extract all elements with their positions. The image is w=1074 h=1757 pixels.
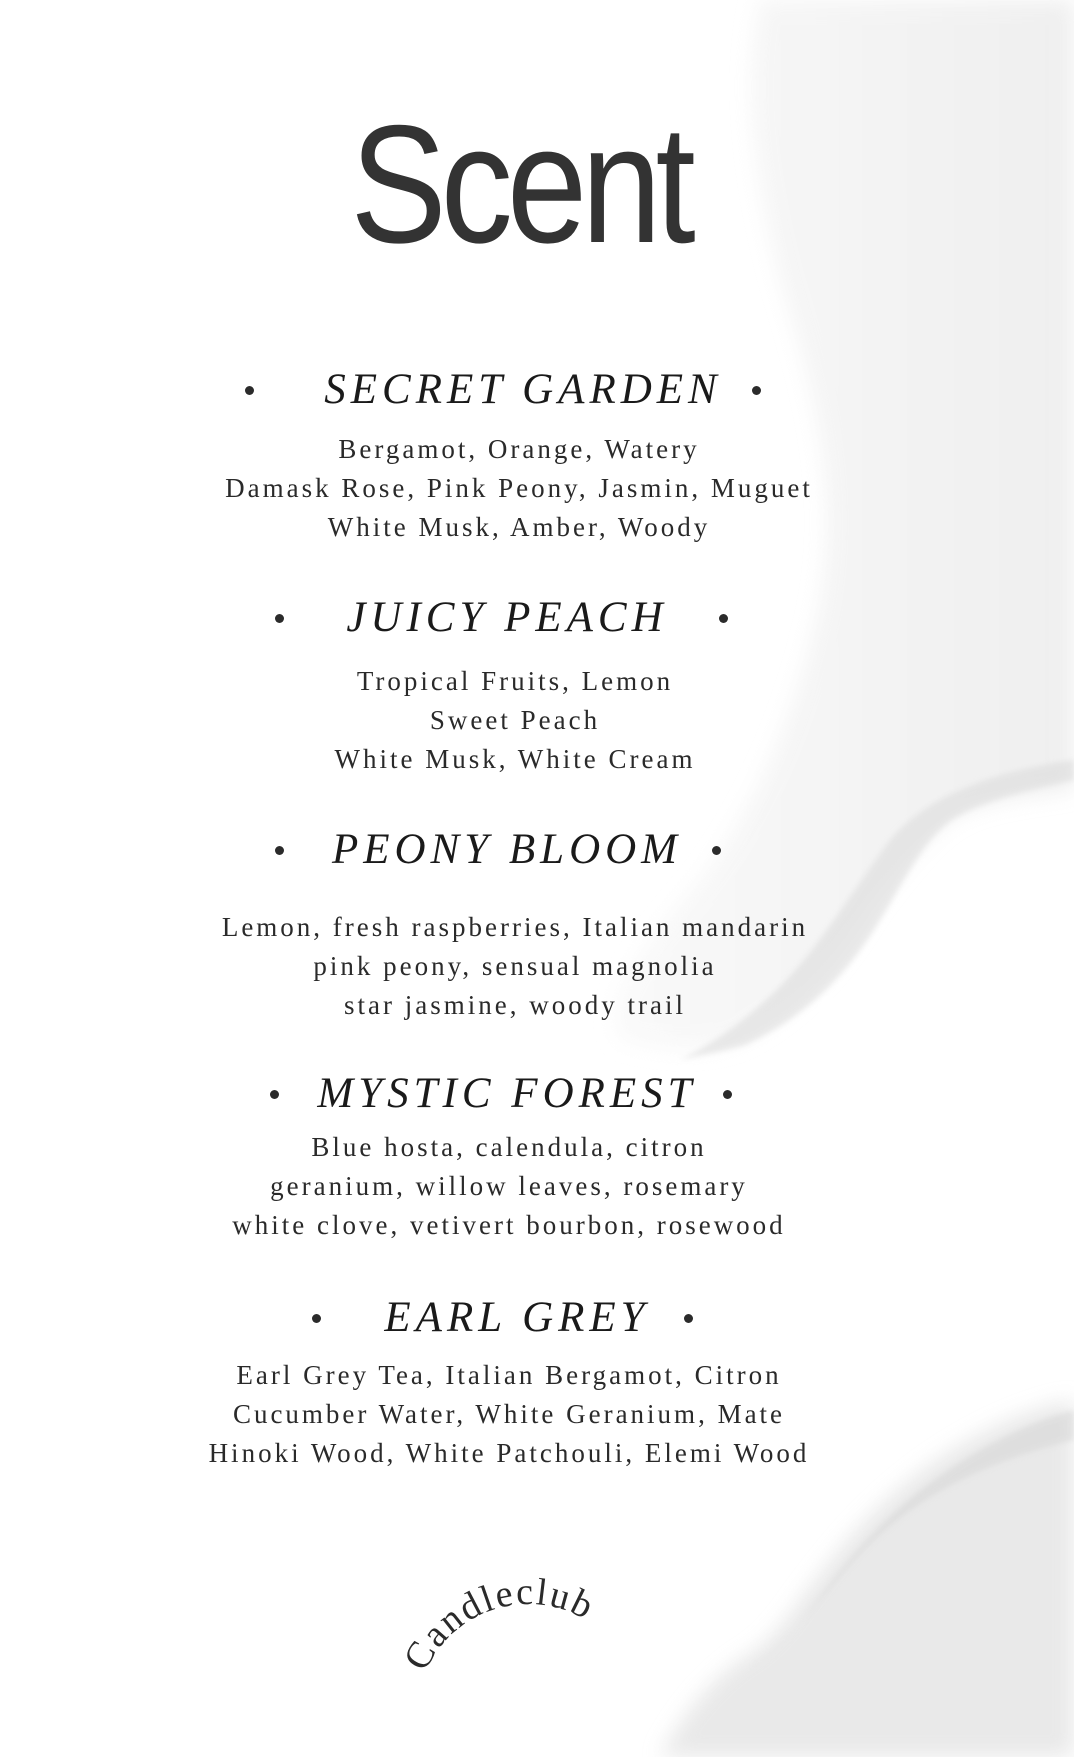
note-line: Sweet Peach [429,705,601,735]
brand-name-path: Candleclub [395,1570,602,1678]
scent-mystic-forest [0,1066,1074,1245]
note-line: star jasmine, woody trail [344,990,686,1020]
scent-name: JUICY PEACH [346,594,668,641]
note-line: Blue hosta, calendula, citron [311,1132,707,1162]
bullet-right-icon [723,1090,732,1099]
bullet-right-icon [684,1314,693,1323]
page-title: Scent [350,90,690,278]
scent-header [0,1066,1074,1126]
note-line: Hinoki Wood, White Patchouli, Elemi Wood [208,1438,810,1468]
scent-juicy-peach [0,590,1074,779]
brand-name [396,1571,602,1677]
bullet-right-icon [712,846,721,855]
scent-header [0,822,1074,882]
note-line: Cucumber Water, White Geranium, Mate [232,1399,786,1429]
note-line: White Musk, White Cream [334,744,696,774]
note-line: Lemon, fresh raspberries, Italian mandarin [221,912,809,942]
note-line: white clove, vetivert bourbon, rosewood [232,1210,786,1240]
note-line: White Musk, Amber, Woody [327,512,711,542]
scent-notes [0,430,1074,547]
scent-header [0,362,1074,422]
bullet-right-icon [719,614,728,623]
note-line: Damask Rose, Pink Peony, Jasmin, Muguet [225,473,813,503]
scent-notes [0,1128,1074,1245]
scent-header [0,1290,1074,1350]
scent-earl-grey [0,1290,1074,1473]
scent-notes [0,662,1074,779]
brand-logo [0,1515,1074,1705]
note-line: Bergamot, Orange, Watery [338,434,700,464]
note-line: Earl Grey Tea, Italian Bergamot, Citron [236,1360,782,1390]
note-line: pink peony, sensual magnolia [313,951,717,981]
scent-peony-bloom [0,822,1074,1025]
bullet-right-icon [752,386,761,395]
scent-name: EARL GREY [384,1294,650,1341]
scent-notes [0,908,1074,1025]
scent-name: SECRET GARDEN [324,366,722,413]
note-line: geranium, willow leaves, rosemary [270,1171,748,1201]
scent-name: MYSTIC FOREST [317,1070,697,1117]
scent-secret-garden [0,362,1074,547]
scent-notes [0,1356,1074,1473]
scent-name: PEONY BLOOM [331,826,683,873]
note-line: Tropical Fruits, Lemon [356,666,674,696]
scent-header [0,590,1074,650]
